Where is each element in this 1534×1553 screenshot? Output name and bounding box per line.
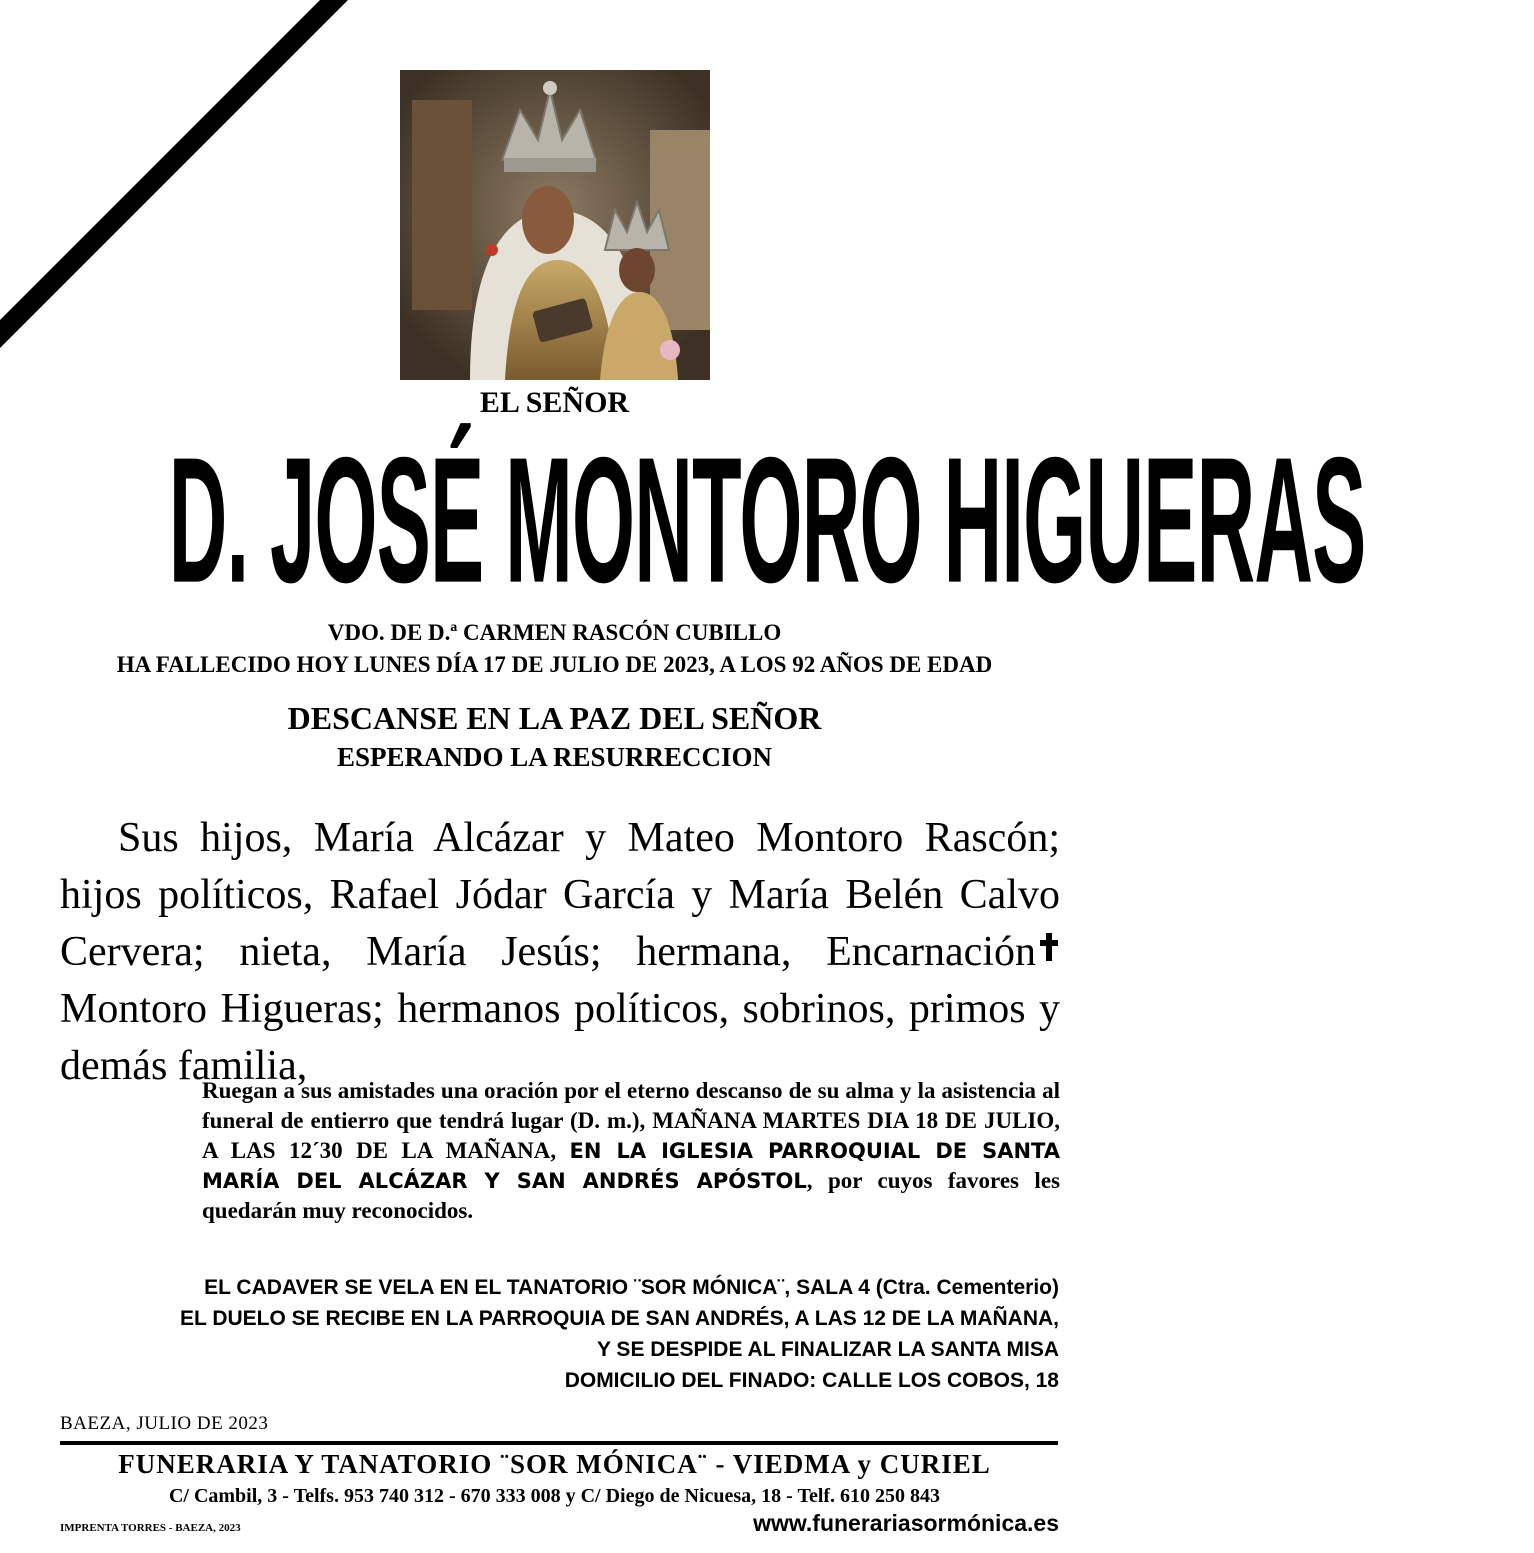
honorific: EL SEÑOR [479,386,630,419]
widower-line: VDO. DE D.ª CARMEN RASCÓN CUBILLO [327,620,782,645]
vigil-location: EL CADAVER SE VELA EN EL TANATORIO ¨SOR MÓNICA¨, SALA 4 (Ctra. Cementerio) [204,1276,1059,1299]
farewell-line: Y SE DESPIDE AL FINALIZAR LA SANTA MISA [596,1338,1059,1361]
virgin-portrait [400,70,710,380]
cross-icon [1040,933,1058,961]
funeral-intro: Ruegan a sus amistades una oración por el eterno descanso de su alma y la asistencia al funeral de entierro que tendrá lugar (D. m.), MAÑANA MARTES DIA 18 DE JULIO, A LAS 12´30 DE LA MAÑANA, [202,1078,1060,1163]
funeral-paragraph [202,1076,1060,1226]
deceased-address: DOMICILIO DEL FINADO: CALLE LOS COBOS, 18 [564,1369,1059,1392]
mourning-reception: EL DUELO SE RECIBE EN LA PARROQUIA DE SAN ANDRÉS, A LAS 12 DE LA MAÑANA, [180,1307,1059,1330]
deceased-name-container [0,421,1366,622]
funeral-closing: , por cuyos favores les quedarán muy reconocidos. [202,1168,1060,1223]
funeral-home-address: C/ Cambil, 3 - Telfs. 953 740 312 - 670 333 008 y C/ Diego de Nicuesa, 18 - Telf. 610 250 843 [168,1485,941,1507]
death-notice: HA FALLECIDO HOY LUNES DÍA 17 DE JULIO DE 2023, A LOS 92 AÑOS DE EDAD [116,652,993,677]
rest-in-peace-line: DESCANSE EN LA PAZ DEL SEÑOR [287,700,822,736]
family-paragraph [60,810,1060,1095]
funeral-venue: EN LA IGLESIA PARROQUIAL DE SANTA MARÍA DEL ALCÁZAR Y SAN ANDRÉS APÓSTOL [202,1139,1060,1193]
funeral-home-name: FUNERARIA Y TANATORIO ¨SOR MÓNICA¨ - VIEDMA y CURIEL [118,1449,991,1479]
vigil-details [59,1272,1059,1396]
website-link[interactable]: www.funerariasormónica.es [753,1510,1059,1536]
place-date: BAEZA, JULIO DE 2023 [60,1413,269,1434]
deceased-name: D. JOSÉ MONTORO HIGUERAS [168,421,1366,622]
family-text-part-1: Sus hijos, María Alcázar y Mateo Montoro Rascón; hijos políticos, Rafael Jódar García y María Belén Calvo Cervera; nieta, María Jesús; hermana, Encarnación [60,815,1060,975]
family-text-part-2: Montoro Higueras; hermanos políticos, sobrinos, primos y demás familia, [60,986,1060,1089]
printer-credit: IMPRENTA TORRES - BAEZA, 2023 [60,1522,241,1534]
resurrection-line: ESPERANDO LA RESURRECCION [336,742,773,772]
footer-divider [60,1441,1058,1445]
mourning-ribbon-icon [0,0,360,360]
